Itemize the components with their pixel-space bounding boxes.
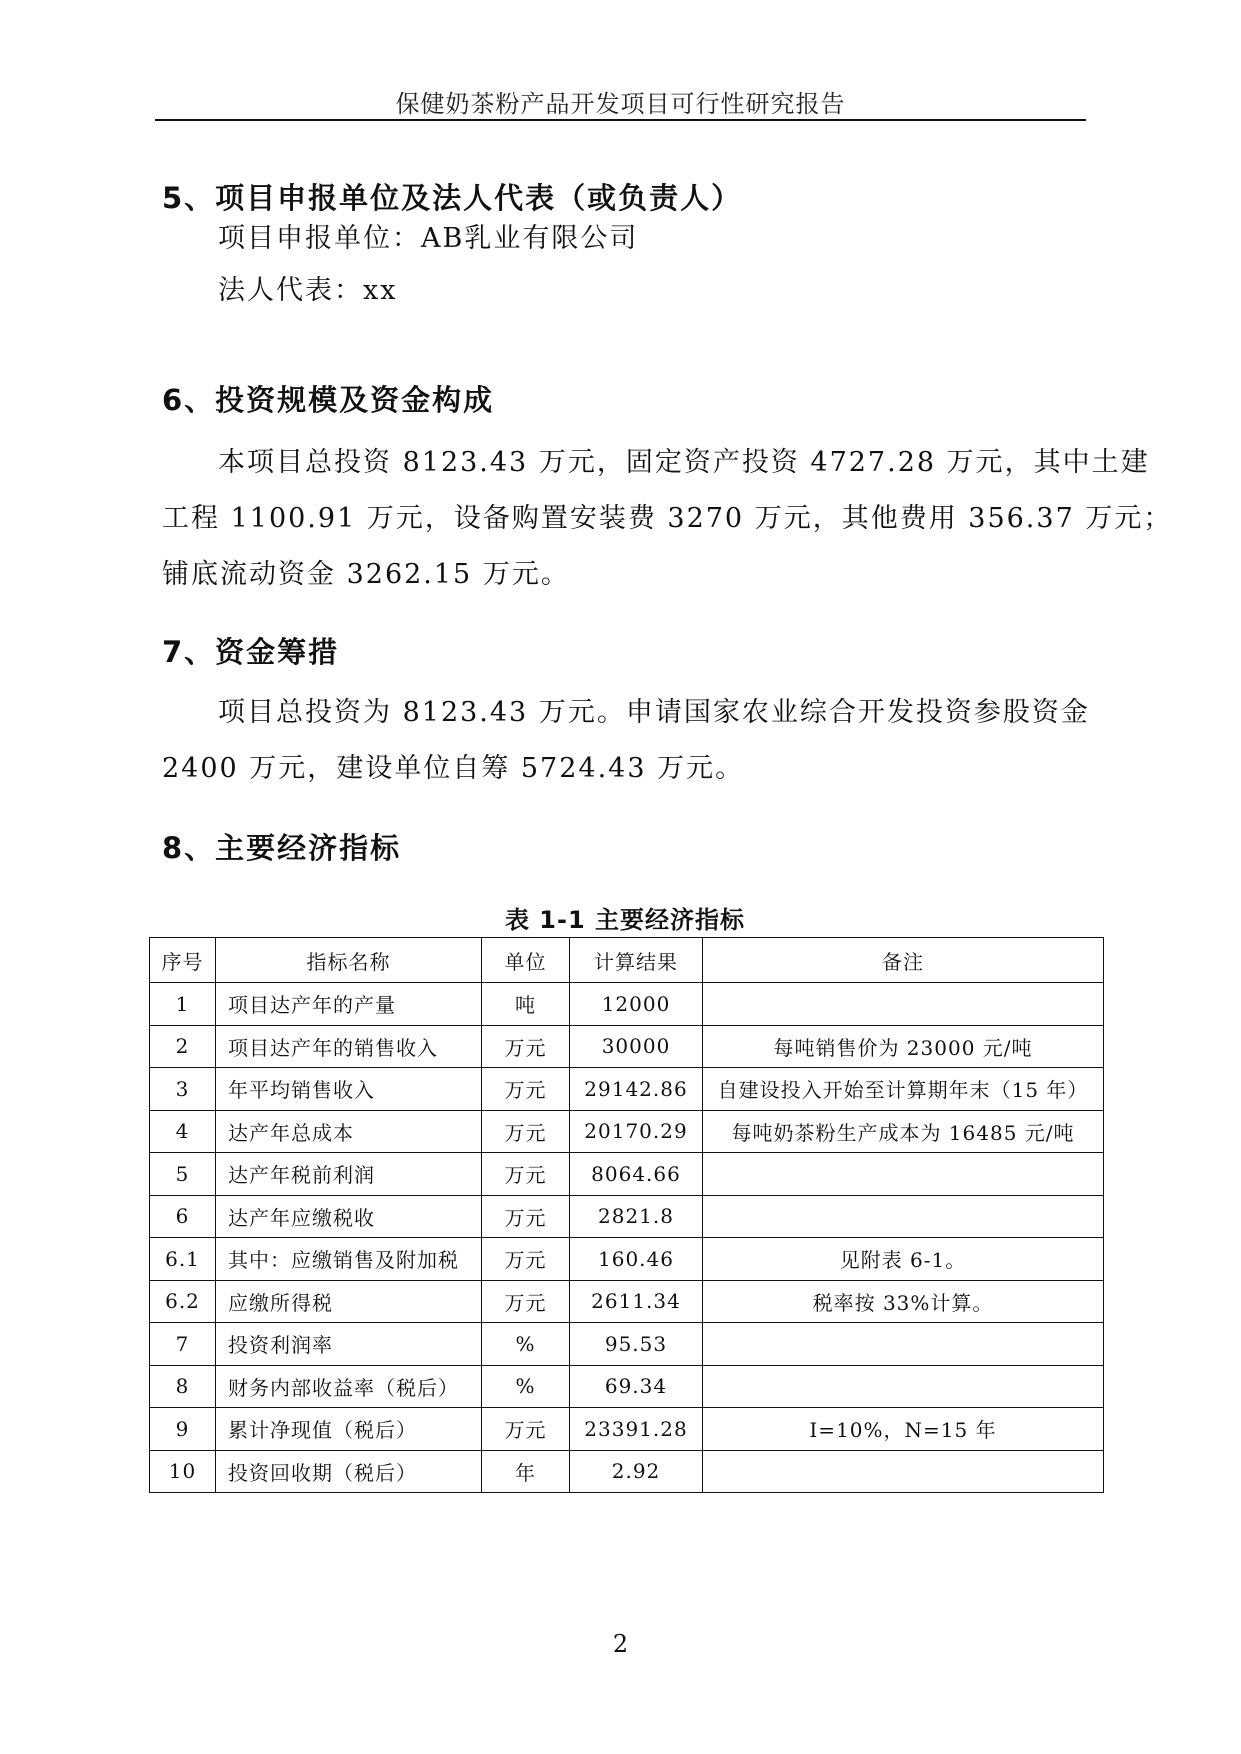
row-indicator: 其中：应缴销售及附加税 [216,1238,482,1281]
row-unit: 万元 [482,1068,570,1111]
table-row [150,1365,1104,1408]
row-indicator: 累计净现值（税后） [216,1408,482,1451]
row-unit: 万元 [482,1025,570,1068]
row-result: 29142.86 [570,1068,703,1111]
row-unit: 万元 [482,1408,570,1451]
row-indicator: 财务内部收益率（税后） [216,1365,482,1408]
table-row [150,1068,1104,1111]
section-7-paragraph-line-1: 项目总投资为 8123.43 万元。申请国家农业综合开发投资参股资金 [218,697,1090,728]
table-row [150,983,1104,1026]
row-result: 2821.8 [570,1195,703,1238]
row-result: 2611.34 [570,1280,703,1323]
row-result: 30000 [570,1025,703,1068]
row-result: 160.46 [570,1238,703,1281]
row-unit: 万元 [482,1110,570,1153]
section-8-heading: 8、主要经济指标 [162,831,402,865]
row-result: 95.53 [570,1323,703,1366]
row-unit: % [482,1323,570,1366]
running-header: 保健奶茶粉产品开发项目可行性研究报告 [395,90,846,118]
page-number: 2 [612,1630,629,1658]
table-row [150,1408,1104,1451]
row-index: 7 [150,1323,216,1366]
row-remark: 每吨销售价为 23000 元/吨 [703,1025,1104,1068]
row-unit: 万元 [482,1280,570,1323]
header-indicator: 指标名称 [216,938,482,983]
row-index: 6.2 [150,1280,216,1323]
economic-indicators-table [149,937,1104,1493]
row-remark [703,983,1104,1026]
table-row [150,1110,1104,1153]
row-index: 10 [150,1450,216,1493]
row-indicator: 投资回收期（税后） [216,1450,482,1493]
row-result: 12000 [570,983,703,1026]
row-remark [703,1365,1104,1408]
row-indicator: 达产年税前利润 [216,1153,482,1196]
section-6-paragraph-line-2: 工程 1100.91 万元，设备购置安装费 3270 万元，其他费用 356.37 万元； [162,503,1173,534]
section-6-paragraph-line-3: 铺底流动资金 3262.15 万元。 [162,559,570,590]
row-result: 69.34 [570,1365,703,1408]
row-index: 6.1 [150,1238,216,1281]
row-indicator: 项目达产年的销售收入 [216,1025,482,1068]
row-result: 2.92 [570,1450,703,1493]
row-remark: 见附表 6-1。 [703,1238,1104,1281]
row-index: 9 [150,1408,216,1451]
row-remark: 每吨奶茶粉生产成本为 16485 元/吨 [703,1110,1104,1153]
section-7-paragraph-line-2: 2400 万元，建设单位自筹 5724.43 万元。 [162,753,745,784]
section-5-heading: 5、项目申报单位及法人代表（或负责人） [162,181,743,215]
row-result: 8064.66 [570,1153,703,1196]
table-row [150,1323,1104,1366]
applicant-line: 项目申报单位：AB乳业有限公司 [218,223,639,254]
table-caption: 表 1-1 主要经济指标 [504,906,746,934]
row-indicator: 达产年应缴税收 [216,1195,482,1238]
row-indicator: 投资利润率 [216,1323,482,1366]
row-indicator: 项目达产年的产量 [216,983,482,1026]
section-6-heading: 6、投资规模及资金构成 [162,383,495,417]
row-unit: 万元 [482,1238,570,1281]
row-result: 23391.28 [570,1408,703,1451]
row-remark: 税率按 33%计算。 [703,1280,1104,1323]
header-unit: 单位 [482,938,570,983]
row-index: 4 [150,1110,216,1153]
row-remark: 自建设投入开始至计算期年末（15 年） [703,1068,1104,1111]
header-index: 序号 [150,938,216,983]
row-remark [703,1450,1104,1493]
header-remark: 备注 [703,938,1104,983]
table-header-row [150,938,1104,983]
legal-rep-line: 法人代表：xx [218,275,398,306]
section-7-heading: 7、资金筹措 [162,635,340,669]
row-remark: I=10%，N=15 年 [703,1408,1104,1451]
row-remark [703,1323,1104,1366]
row-index: 3 [150,1068,216,1111]
row-index: 6 [150,1195,216,1238]
table-row [150,1025,1104,1068]
section-6-paragraph-line-1: 本项目总投资 8123.43 万元，固定资产投资 4727.28 万元，其中土建 [218,447,1150,478]
row-index: 1 [150,983,216,1026]
row-unit: 吨 [482,983,570,1026]
row-indicator: 达产年总成本 [216,1110,482,1153]
table-row [150,1153,1104,1196]
row-unit: 年 [482,1450,570,1493]
row-unit: % [482,1365,570,1408]
row-indicator: 年平均销售收入 [216,1068,482,1111]
table-row [150,1450,1104,1493]
row-result: 20170.29 [570,1110,703,1153]
row-remark [703,1195,1104,1238]
table-row [150,1238,1104,1281]
row-indicator: 应缴所得税 [216,1280,482,1323]
table-row [150,1280,1104,1323]
row-unit: 万元 [482,1195,570,1238]
row-remark [703,1153,1104,1196]
header-rule [155,119,1086,121]
header-result: 计算结果 [570,938,703,983]
row-index: 2 [150,1025,216,1068]
row-index: 5 [150,1153,216,1196]
row-unit: 万元 [482,1153,570,1196]
row-index: 8 [150,1365,216,1408]
table-row [150,1195,1104,1238]
